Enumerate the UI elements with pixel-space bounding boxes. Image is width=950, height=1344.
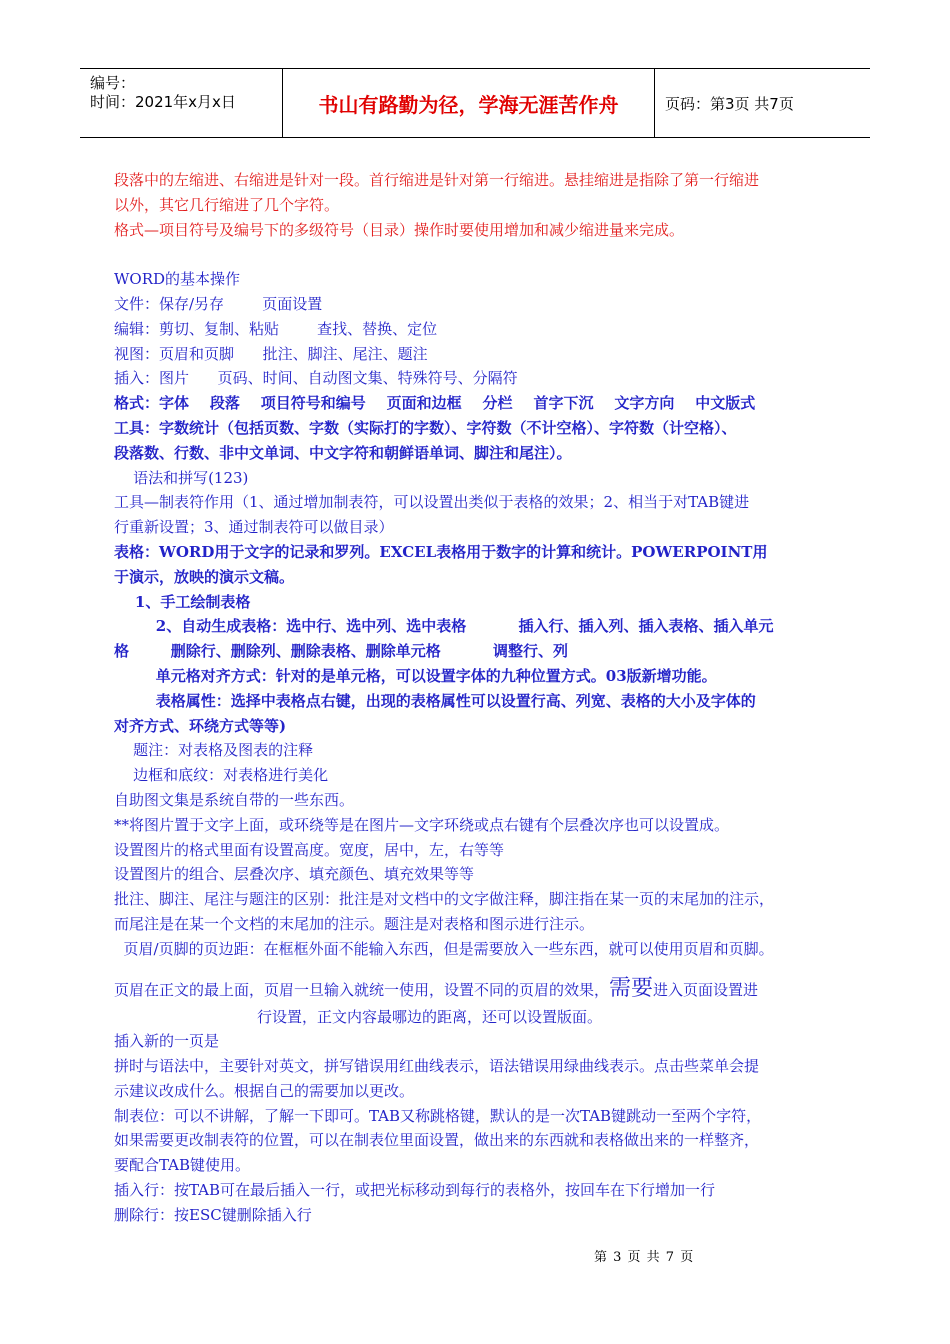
text-line: 要配合TAB键使用。 xyxy=(114,1156,251,1175)
header-info-cell xyxy=(80,69,282,137)
text-line: 工具—制表符作用（1、通过增加制表符，可以设置出类似于表格的效果；2、相当于对TAB键进 xyxy=(114,493,750,512)
text-line: 格式：字体 段落 项目符号和编号 页面和边框 分栏 首字下沉 文字方向 中文版式 xyxy=(114,394,756,413)
text-line: 于演示，放映的演示文稿。 xyxy=(114,567,295,586)
text-line: 对齐方式、环绕方式等等) xyxy=(114,716,287,735)
text-segment-large: 需要 xyxy=(609,975,654,1001)
text-line: 1、手工绘制表格 xyxy=(114,592,251,611)
text-line: 表格：WORD用于文字的记录和罗列。EXCEL表格用于数字的计算和统计。POWERPOINT用 xyxy=(114,542,768,561)
text-line: 插入新的一页是 xyxy=(114,1032,220,1051)
text-line: 表格属性：选择中表格点右键，出现的表格属性可以设置行高、列宽、表格的大小及字体的 xyxy=(114,691,756,710)
text-line: 行设置，正文内容最哪边的距离，还可以设置版面。 xyxy=(114,1007,603,1026)
text-line: 段落数、行数、非中文单词、中文字符和朝鲜语单词、脚注和尾注）。 xyxy=(114,443,572,462)
text-line: 视图：页眉和页脚 批注、脚注、尾注、题注 xyxy=(114,344,428,363)
text-line: 以外，其它几行缩进了几个字符。 xyxy=(114,195,340,214)
text-segment: 页眉在正文的最上面，页眉一旦输入就统一使用，设置不同的页眉的效果， xyxy=(114,980,610,999)
text-line: 格 删除行、删除列、删除表格、删除单元格 调整行、列 xyxy=(114,642,569,661)
header-motto: 书山有路勤为径，学海无涯苦作舟 xyxy=(318,92,619,117)
document-header xyxy=(80,68,870,138)
number-label: 编号： xyxy=(90,74,136,92)
text-line: 格式—项目符号及编号下的多级符号（目录）操作时要使用增加和减少缩进量来完成。 xyxy=(114,220,685,239)
text-line: 拼时与语法中，主要针对英文，拼写错误用红曲线表示，语法错误用绿曲线表示。点击些菜单会提 xyxy=(114,1057,760,1076)
text-line: 制表位：可以不讲解，了解一下即可。TAB又称跳格键，默认的是一次TAB键跳动一至两个字符， xyxy=(114,1106,762,1125)
text-line: 行重新设置；3、通过制表符可以做目录） xyxy=(114,518,394,537)
document-body xyxy=(114,168,854,1228)
text-line: 单元格对齐方式：针对的是单元格，可以设置字体的九种位置方式。03版新增功能。 xyxy=(114,666,717,685)
text-line: 设置图片的组合、层叠次序、填充颜色、填充效果等等 xyxy=(114,865,475,884)
blank-line xyxy=(114,962,854,974)
text-line: 页眉/页脚的页边距：在框框外面不能输入东西，但是需要放入一些东西，就可以使用页眉和页脚。 xyxy=(114,939,774,958)
text-line: 示建议改成什么。根据自己的需要加以更改。 xyxy=(114,1081,415,1100)
text-line: 删除行：按ESC键删除插入行 xyxy=(114,1205,312,1224)
header-divider xyxy=(654,69,655,137)
text-line: WORD的基本操作 xyxy=(114,270,241,289)
blank-line xyxy=(114,242,854,267)
text-line: 如果需要更改制表符的位置，可以在制表位里面设置，做出来的东西就和表格做出来的一样整齐， xyxy=(114,1131,760,1150)
text-line: 2、自动生成表格：选中行、选中列、选中表格 插入行、插入列、插入表格、插入单元 xyxy=(114,617,774,636)
text-line: 文件：保存/另存 页面设置 xyxy=(114,294,323,313)
text-line: 工具：字数统计（包括页数、字数（实际打的字数）、字符数（不计空格）、字符数（计空格）、 xyxy=(114,418,737,437)
text-segment: 进入页面设置进 xyxy=(653,980,759,999)
text-line: 边框和底纹：对表格进行美化 xyxy=(114,766,329,785)
text-line: 自助图文集是系统自带的一些东西。 xyxy=(114,790,355,809)
header-page-label: 页码：第3页 共7页 xyxy=(665,95,794,113)
text-line: 插入：图片 页码、时间、自动图文集、特殊符号、分隔符 xyxy=(114,369,518,388)
time-label: 时间：2021年x月x日 xyxy=(90,93,236,111)
text-line: 编辑：剪切、复制、粘贴 查找、替换、定位 xyxy=(114,319,438,338)
text-line: 设置图片的格式里面有设置高度。宽度，居中，左，右等等 xyxy=(114,840,505,859)
text-line: 题注：对表格及图表的注释 xyxy=(114,741,314,760)
text-line: 段落中的左缩进、右缩进是针对一段。首行缩进是针对第一行缩进。悬挂缩进是指除了第一行缩进 xyxy=(114,171,760,189)
page-footer: 第 3 页 共 7 页 xyxy=(594,1250,695,1265)
text-line: 语法和拼写(123) xyxy=(114,468,249,487)
text-line: 而尾注是在某一个文档的末尾加的注示。题注是对表格和图示进行注示。 xyxy=(114,914,595,933)
text-line: 批注、脚注、尾注与题注的区别：批注是对文档中的文字做注释，脚注指在某一页的末尾加的注示， xyxy=(114,890,775,909)
text-line-mixed xyxy=(114,974,854,1005)
text-line: 插入行：按TAB可在最后插入一行，或把光标移动到每行的表格外，按回车在下行增加一行 xyxy=(114,1181,716,1200)
text-line: **将图片置于文字上面，或环绕等是在图片—文字环绕或点右键有个层叠次序也可以设置成。 xyxy=(114,815,730,834)
